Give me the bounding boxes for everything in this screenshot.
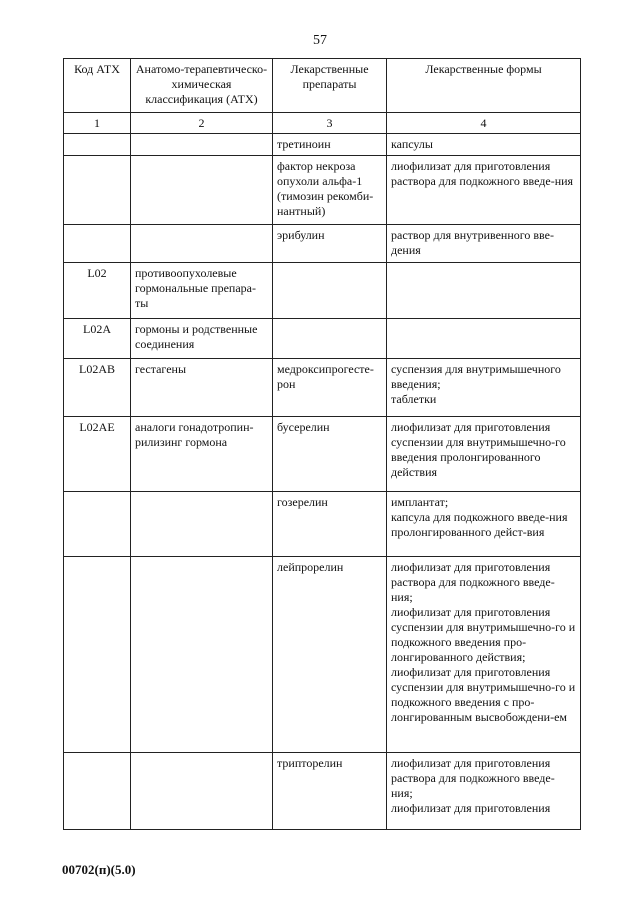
dosage-forms-cell: лиофилизат для приготовления раствора для подкожного введе-ния xyxy=(387,156,581,225)
page-number: 57 xyxy=(313,33,327,48)
drug-cell: трипторелин xyxy=(273,753,387,830)
drug-cell: фактор некроза опухоли альфа-1 (тимозин рекомби-нантный) xyxy=(273,156,387,225)
drug-cell: бусерелин xyxy=(273,417,387,492)
classification-cell xyxy=(131,156,273,225)
document-code: 00702(п)(5.0) xyxy=(62,862,136,877)
atx-code-cell xyxy=(64,225,131,263)
table-row xyxy=(64,492,581,557)
atx-code-cell xyxy=(64,156,131,225)
table-row xyxy=(64,225,581,263)
dosage-forms-cell xyxy=(387,263,581,319)
classification-cell xyxy=(131,492,273,557)
atx-code-cell xyxy=(64,134,131,156)
header-forms: Лекарственные формы xyxy=(387,59,581,113)
drug-cell: третиноин xyxy=(273,134,387,156)
dosage-forms-cell xyxy=(387,319,581,359)
classification-cell xyxy=(131,557,273,753)
classification-cell: гестагены xyxy=(131,359,273,417)
table-row xyxy=(64,417,581,492)
atx-drug-table xyxy=(63,58,581,830)
classification-cell: аналоги гонадотропин-рилизинг гормона xyxy=(131,417,273,492)
header-classification: Анатомо-терапевтическо-химическая классификация (АТХ) xyxy=(131,59,273,113)
column-number: 2 xyxy=(131,113,273,134)
table-row xyxy=(64,359,581,417)
classification-cell: противоопухолевые гормональные препара-ты xyxy=(131,263,273,319)
classification-cell xyxy=(131,225,273,263)
atx-code-cell: L02A xyxy=(64,319,131,359)
classification-cell xyxy=(131,134,273,156)
drug-cell xyxy=(273,319,387,359)
atx-code-cell: L02AB xyxy=(64,359,131,417)
header-code: Код АТХ xyxy=(64,59,131,113)
table-row xyxy=(64,753,581,830)
drug-cell: медроксипрогесте-рон xyxy=(273,359,387,417)
atx-code-cell: L02AE xyxy=(64,417,131,492)
dosage-forms-cell: имплантат; капсула для подкожного введе-ния пролонгированного дейст-вия xyxy=(387,492,581,557)
atx-code-cell: L02 xyxy=(64,263,131,319)
header-drugs: Лекарственные препараты xyxy=(273,59,387,113)
dosage-forms-cell: суспензия для внутримышечного введения; таблетки xyxy=(387,359,581,417)
dosage-forms-cell: лиофилизат для приготовления суспензии для внутримышечно-го введения пролонгированного действия xyxy=(387,417,581,492)
column-number: 1 xyxy=(64,113,131,134)
classification-cell: гормоны и родственные соединения xyxy=(131,319,273,359)
column-number: 4 xyxy=(387,113,581,134)
drug-cell: эрибулин xyxy=(273,225,387,263)
dosage-forms-cell: лиофилизат для приготовления раствора для подкожного введе-ния; лиофилизат для приготовления xyxy=(387,753,581,830)
table-row xyxy=(64,557,581,753)
column-number: 3 xyxy=(273,113,387,134)
classification-cell xyxy=(131,753,273,830)
atx-code-cell xyxy=(64,753,131,830)
table-row xyxy=(64,319,581,359)
dosage-forms-cell: лиофилизат для приготовления раствора для подкожного введе-ния; лиофилизат для приготовления суспензии для внутримышечно-го и подкожного введения про-лонгированного действия; лиофилизат для приготовления суспензии для внутримышечно-го и подкожного введения с про-лонгированным высвобождени-ем xyxy=(387,557,581,753)
table-row xyxy=(64,263,581,319)
drug-cell: лейпрорелин xyxy=(273,557,387,753)
atx-code-cell xyxy=(64,557,131,753)
table-row xyxy=(64,134,581,156)
dosage-forms-cell: раствор для внутривенного вве-дения xyxy=(387,225,581,263)
drug-cell: гозерелин xyxy=(273,492,387,557)
dosage-forms-cell: капсулы xyxy=(387,134,581,156)
table-row xyxy=(64,156,581,225)
atx-code-cell xyxy=(64,492,131,557)
drug-cell xyxy=(273,263,387,319)
